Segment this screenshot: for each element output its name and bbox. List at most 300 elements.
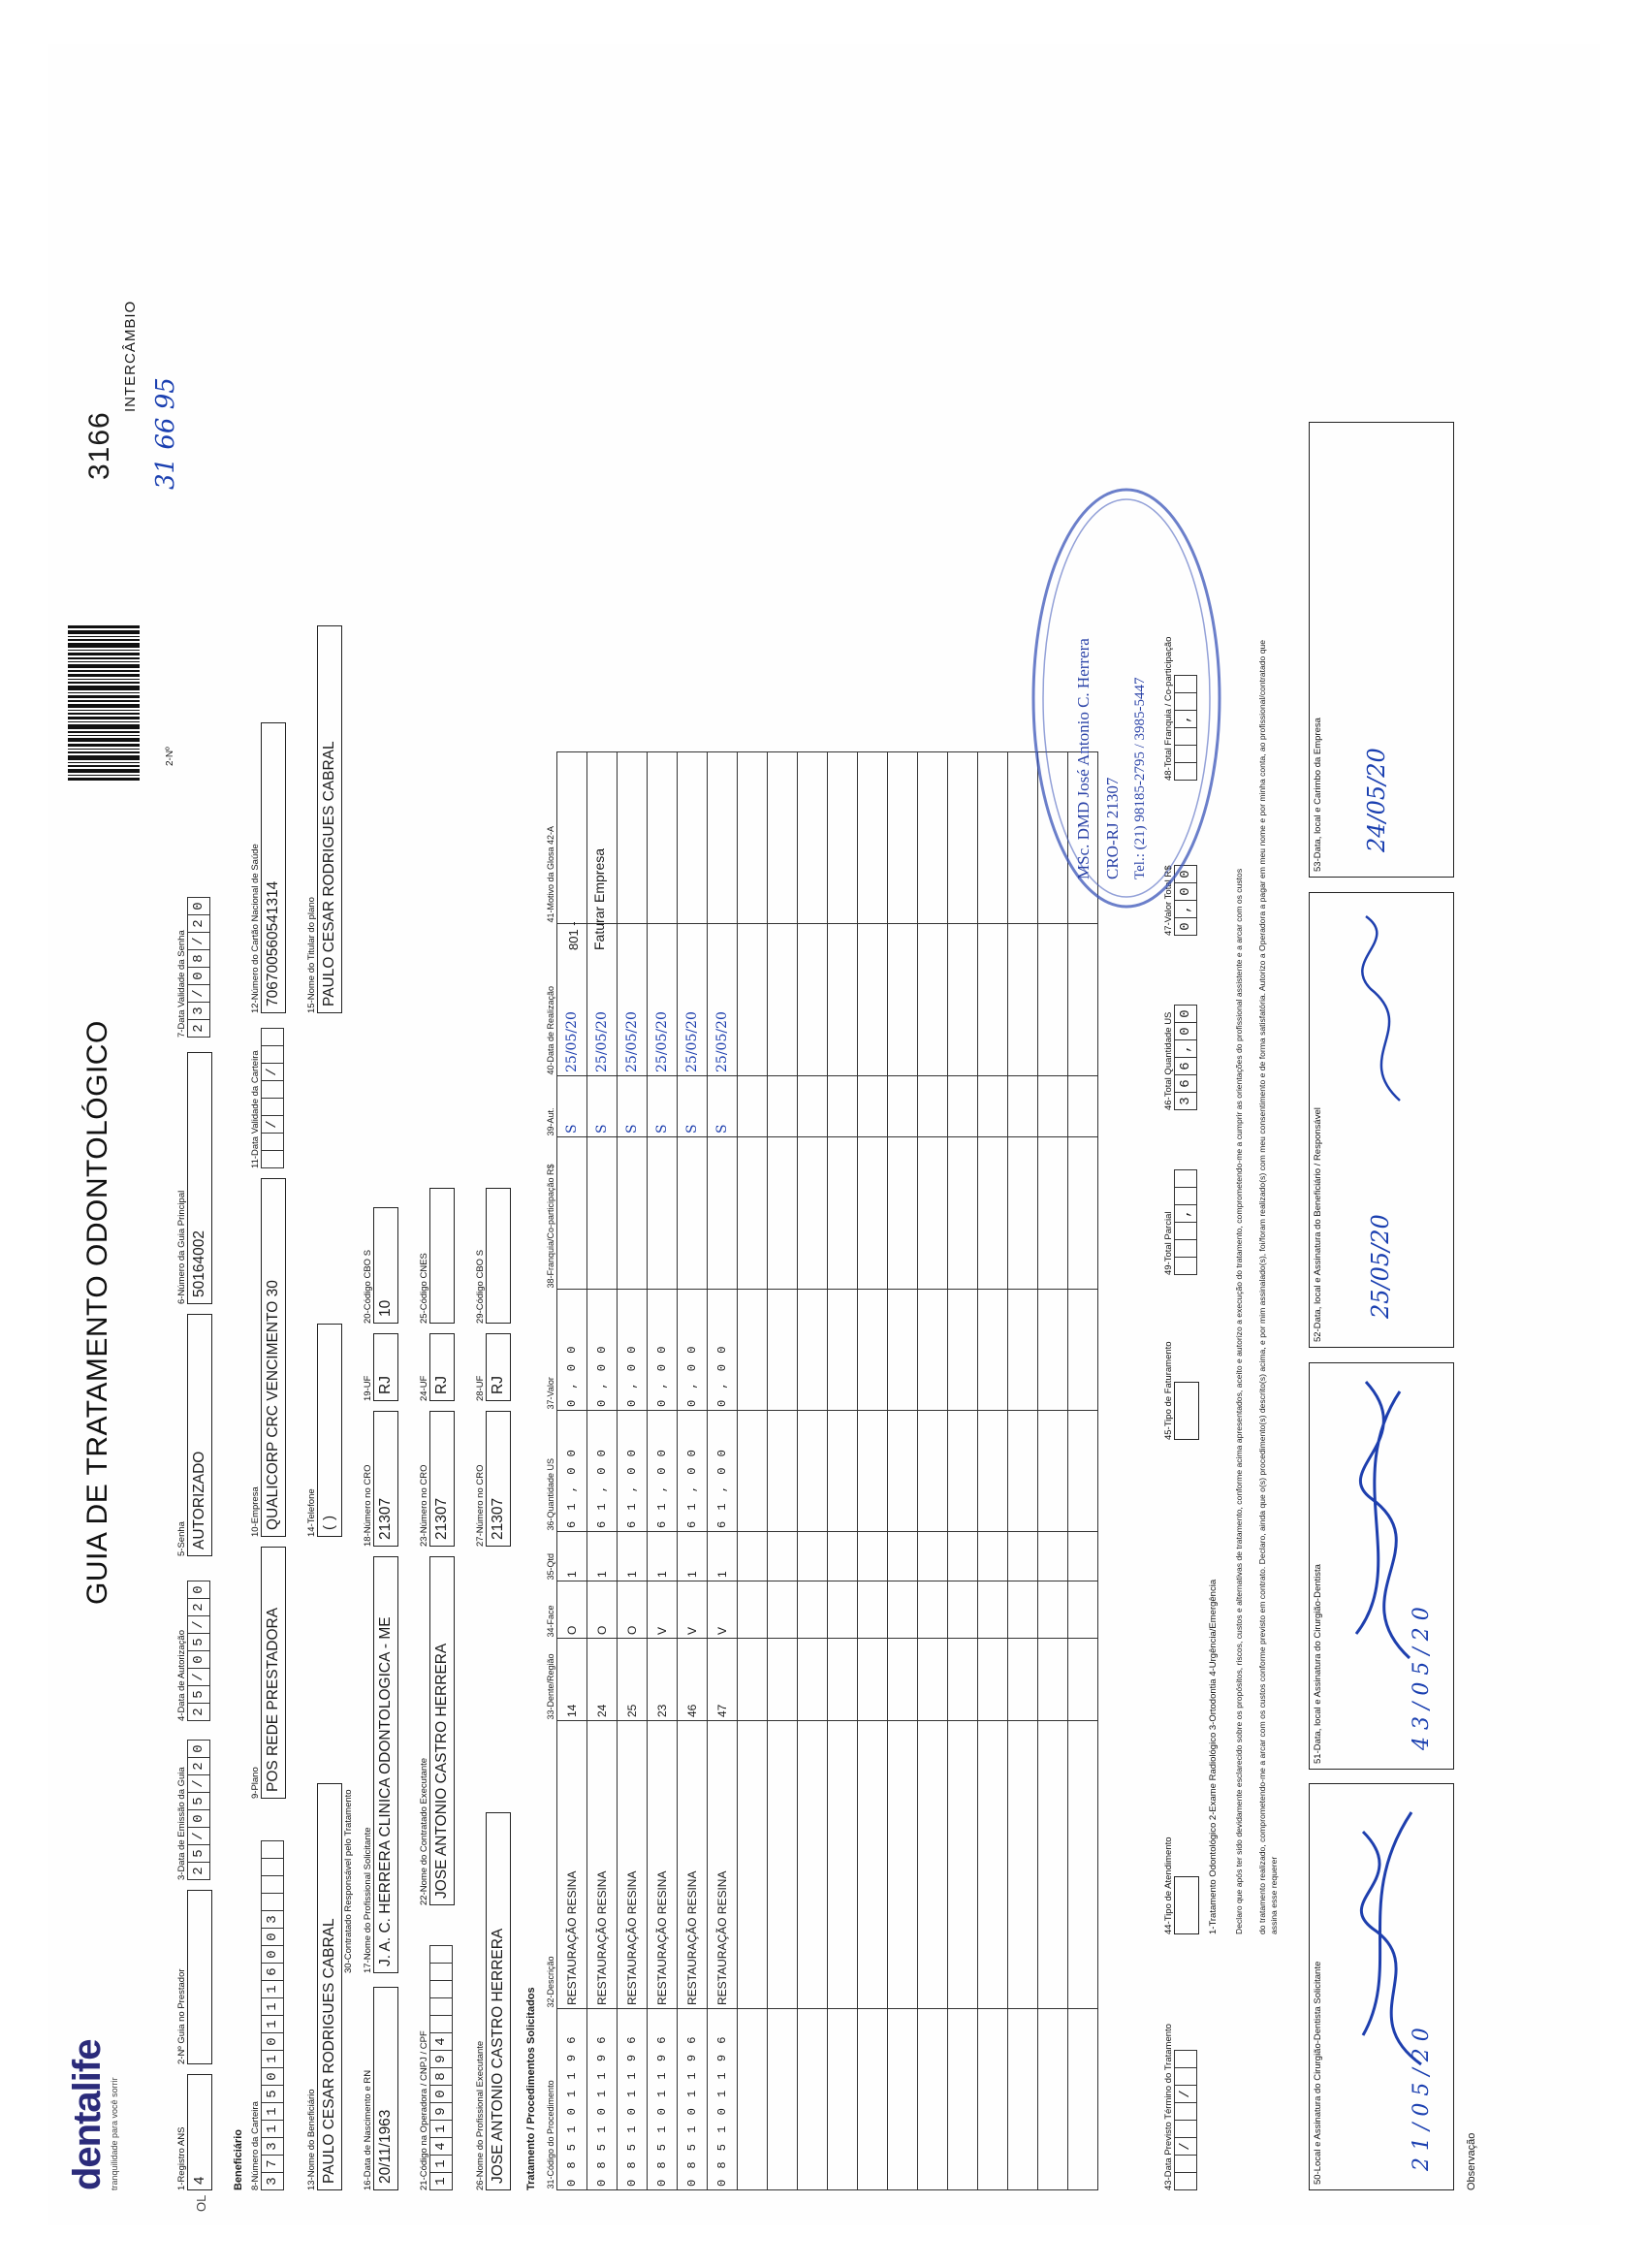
cell-face[interactable]: O	[587, 1581, 618, 1638]
cell-qtd[interactable]	[828, 1531, 858, 1581]
field-7-cells[interactable]: 2 3 / 0 8 / 2 0	[187, 897, 210, 1038]
cell-descricao[interactable]	[948, 1720, 978, 2008]
barcode	[68, 623, 140, 781]
cell-face[interactable]	[978, 1581, 1008, 1638]
cell-descricao[interactable]: RESTAURAÇÃO RESINA	[618, 1720, 648, 2008]
procedure-table-header	[545, 751, 557, 2189]
cell-aut[interactable]	[858, 1075, 888, 1136]
cell-valor[interactable]	[918, 1289, 948, 1410]
field-1-ans: 1-Registro ANS 4	[176, 2074, 212, 2190]
cell-descricao[interactable]	[1068, 1720, 1098, 2008]
cell-glosa[interactable]	[648, 751, 678, 923]
cell-dente[interactable]	[918, 1638, 948, 1720]
field-9-value[interactable]: POS REDE PRESTADORA	[265, 1607, 281, 1792]
field-47-cells[interactable]: 0 , 0 0	[1174, 865, 1197, 936]
cell-face[interactable]	[828, 1581, 858, 1638]
cell-face[interactable]: V	[648, 1581, 678, 1638]
cell-glosa[interactable]	[978, 751, 1008, 923]
field-43-termino: 43-Data Previsto Término do Tratamento / /	[1163, 1977, 1197, 2190]
field-19-value[interactable]: RJ	[377, 1375, 394, 1394]
cell-data[interactable]: 25/05/20	[587, 923, 618, 1075]
cell-valor[interactable]	[738, 1289, 768, 1410]
cell-data[interactable]	[888, 923, 918, 1075]
cell-glosa[interactable]	[918, 751, 948, 923]
cell-glosa[interactable]	[948, 751, 978, 923]
field-27-value[interactable]: 21307	[490, 1497, 506, 1540]
field-24-value[interactable]: RJ	[433, 1375, 450, 1394]
field-12-cns: 12-Número do Cartão Nacional de Saúde 706700560541314	[250, 722, 286, 1013]
cell-franquia[interactable]	[1068, 1136, 1098, 1289]
table-row[interactable]	[948, 751, 978, 2189]
table-row[interactable]	[768, 751, 798, 2189]
cell-glosa[interactable]	[828, 751, 858, 923]
cell-face[interactable]	[798, 1581, 828, 1638]
field-26-value[interactable]: JOSE ANTONIO CASTRO HERRERA	[490, 1928, 506, 2184]
cell-aut[interactable]	[1068, 1075, 1098, 1136]
cell-qtd[interactable]	[918, 1531, 948, 1581]
cell-valor[interactable]	[768, 1289, 798, 1410]
field-27-cro: 27-Número no CRO 21307	[475, 1411, 511, 1547]
cell-descricao[interactable]: RESTAURAÇÃO RESINA	[648, 1720, 678, 2008]
field-3-cells[interactable]: 2 5 / 0 5 / 2 0	[187, 1740, 210, 1880]
cell-data[interactable]	[1068, 923, 1098, 1075]
stamp-line-1: MSc. DMD José Antonio C. Herrera	[1074, 637, 1093, 879]
cell-data[interactable]	[1038, 923, 1068, 1075]
cell-us[interactable]	[858, 1410, 888, 1531]
cell-face[interactable]: O	[618, 1581, 648, 1638]
cell-franquia[interactable]	[557, 1136, 587, 1289]
cell-descricao[interactable]: RESTAURAÇÃO RESINA	[587, 1720, 618, 2008]
cell-us[interactable]	[888, 1410, 918, 1531]
cell-descricao[interactable]	[888, 1720, 918, 2008]
cell-dente[interactable]	[858, 1638, 888, 1720]
cell-us[interactable]: 6 1 , 0 0	[648, 1410, 678, 1531]
cell-aut[interactable]	[978, 1075, 1008, 1136]
cell-aut[interactable]	[888, 1075, 918, 1136]
cell-data[interactable]	[858, 923, 888, 1075]
stamp-line-3: Tel.: (21) 98185-2795 / 3985-5447	[1132, 676, 1148, 879]
field-8-cells[interactable]: 3 7 3 1 1 5 0 1 0 1 1 1 6 0 0 3	[261, 1840, 284, 2190]
cell-valor[interactable]: 0 , 0 0	[557, 1289, 587, 1410]
cell-qtd[interactable]	[1038, 1531, 1068, 1581]
cell-valor[interactable]: 0 , 0 0	[708, 1289, 738, 1410]
cell-glosa[interactable]	[768, 751, 798, 923]
table-row[interactable]	[1038, 751, 1068, 2189]
cell-franquia[interactable]	[648, 1136, 678, 1289]
form-sheet	[48, 44, 1600, 2225]
field-48-cells[interactable]: ,	[1174, 636, 1197, 780]
cell-data[interactable]	[948, 923, 978, 1075]
field-4-autorizacao: 4-Data de Autorização 2 5 / 0 5 / 2 0	[176, 1581, 210, 1721]
procedure-table-body	[557, 751, 1098, 2189]
signature-box-52[interactable]: 52-Data, local e Assinatura do Beneficiário / Responsável 25/05/20	[1309, 892, 1454, 1348]
barcode-suffix: INTERCÂMBIO	[122, 300, 139, 412]
plan-note: 801 -	[566, 920, 581, 950]
rubber-stamp	[1018, 470, 1241, 926]
cell-dente[interactable]	[828, 1638, 858, 1720]
handwritten-date-51: 4 3 / 0 5 / 2 0	[1410, 1606, 1434, 1750]
field-15-value[interactable]: PAULO CESAR RODRIGUES CABRAL	[321, 740, 337, 1006]
brand-tagline: tranquilidade para você sorrir	[110, 2076, 119, 2190]
cell-qtd[interactable]: 1	[587, 1531, 618, 1581]
cell-qtd[interactable]	[858, 1531, 888, 1581]
col-aut: 39-Aut.	[546, 1106, 555, 1135]
cell-valor[interactable]	[1008, 1289, 1038, 1410]
cell-face[interactable]: O	[557, 1581, 587, 1638]
table-row[interactable]	[708, 751, 738, 2189]
table-row[interactable]	[738, 751, 768, 2189]
cell-codigo[interactable]: 0 8 5 1 0 1 1 9 6	[708, 2008, 738, 2189]
col-qtd: 35-Qtd	[546, 1552, 555, 1580]
cell-qtd[interactable]	[1068, 1531, 1098, 1581]
table-row[interactable]	[1008, 751, 1038, 2189]
field-45-tipo-faturamento: 45-Tipo de Faturamento	[1163, 1275, 1199, 1440]
field-11-cells[interactable]: / /	[261, 1028, 284, 1168]
cell-qtd[interactable]: 1	[648, 1531, 678, 1581]
barcode-bars	[68, 623, 140, 781]
cell-aut[interactable]: S	[678, 1075, 708, 1136]
table-row[interactable]	[678, 751, 708, 2189]
field-18-value[interactable]: 21307	[377, 1497, 394, 1540]
cell-face[interactable]	[1068, 1581, 1098, 1638]
cell-descricao[interactable]: RESTAURAÇÃO RESINA	[708, 1720, 738, 2008]
field-14-telefone: 14-Telefone ( )	[306, 1324, 342, 1537]
field-10-empresa: 10-Empresa QUALICORP CRC VENCIMENTO 30	[250, 1178, 286, 1537]
cell-dente[interactable]: 24	[587, 1638, 618, 1720]
cell-aut[interactable]	[1008, 1075, 1038, 1136]
col-dente: 33-Dente/Região	[546, 1652, 555, 1719]
cell-valor[interactable]	[888, 1289, 918, 1410]
cell-qtd[interactable]: 1	[618, 1531, 648, 1581]
cell-franquia[interactable]	[978, 1136, 1008, 1289]
cell-dente[interactable]: 47	[708, 1638, 738, 1720]
cell-us[interactable]: 6 1 , 0 0	[708, 1410, 738, 1531]
col-data: 40-Data de Realização	[546, 985, 555, 1074]
cell-face[interactable]	[888, 1581, 918, 1638]
cell-codigo[interactable]: 0 8 5 1 0 1 1 9 6	[587, 2008, 618, 2189]
cell-valor[interactable]: 0 , 0 0	[587, 1289, 618, 1410]
cell-glosa[interactable]	[888, 751, 918, 923]
cell-codigo[interactable]	[1008, 2008, 1038, 2189]
cell-data[interactable]: 25/05/20	[678, 923, 708, 1075]
field-11-validade-carteira: 11-Data Validade da Carteira / /	[250, 1028, 284, 1168]
cell-franquia[interactable]	[918, 1136, 948, 1289]
cell-descricao[interactable]	[1008, 1720, 1038, 2008]
cell-descricao[interactable]	[738, 1720, 768, 2008]
cell-dente[interactable]	[978, 1638, 1008, 1720]
cell-codigo[interactable]	[858, 2008, 888, 2189]
cell-franquia[interactable]	[1008, 1136, 1038, 1289]
field-17-value[interactable]: J. A. C. HERRERA CLINICA ODONTOLOGICA - ME	[377, 1615, 394, 1966]
cell-dente[interactable]: 14	[557, 1638, 587, 1720]
field-46-cells[interactable]: 3 6 6 , 0 0	[1174, 1005, 1197, 1110]
page-title: GUIA DE TRATAMENTO ODONTOLÓGICO	[81, 1019, 113, 1605]
cell-us[interactable]: 6 1 , 0 0	[618, 1410, 648, 1531]
cell-data[interactable]	[1008, 923, 1038, 1075]
cell-face[interactable]: V	[678, 1581, 708, 1638]
field-16-value[interactable]: 20/11/1963	[377, 2109, 394, 2184]
cell-glosa[interactable]	[858, 751, 888, 923]
cell-dente[interactable]	[768, 1638, 798, 1720]
field-25-cnes: 25-Código CNES	[419, 1188, 455, 1324]
cell-aut[interactable]: S	[618, 1075, 648, 1136]
field-5-senha: 5-Senha AUTORIZADO	[176, 1314, 212, 1556]
cell-dente[interactable]	[1038, 1638, 1068, 1720]
cell-aut[interactable]	[828, 1075, 858, 1136]
field-28-value[interactable]: RJ	[490, 1375, 506, 1394]
cell-franquia[interactable]	[888, 1136, 918, 1289]
cell-dente[interactable]	[738, 1638, 768, 1720]
table-row[interactable]	[828, 751, 858, 2189]
cell-dente[interactable]	[1008, 1638, 1038, 1720]
cell-us[interactable]	[948, 1410, 978, 1531]
field-24-uf: 24-UF RJ	[419, 1333, 455, 1401]
cell-glosa[interactable]	[738, 751, 768, 923]
cell-glosa[interactable]	[557, 751, 587, 923]
cell-descricao[interactable]	[828, 1720, 858, 2008]
cell-descricao[interactable]: RESTAURAÇÃO RESINA	[557, 1720, 587, 2008]
cell-aut[interactable]	[768, 1075, 798, 1136]
handwritten-guide-number: 31 66 95	[151, 376, 180, 490]
label-30-contratado-responsavel: 30-Contratado Responsável pelo Tratamento	[343, 1788, 354, 1973]
cell-dente[interactable]: 25	[618, 1638, 648, 1720]
cell-us[interactable]	[798, 1410, 828, 1531]
field-49-cells[interactable]: ,	[1174, 1169, 1197, 1275]
cell-franquia[interactable]	[828, 1136, 858, 1289]
cell-dente[interactable]	[888, 1638, 918, 1720]
cell-face[interactable]	[1008, 1581, 1038, 1638]
cell-descricao[interactable]	[1038, 1720, 1068, 2008]
cell-descricao[interactable]	[768, 1720, 798, 2008]
col-valor: 37-Valor	[546, 1376, 555, 1409]
field-20-value[interactable]: 10	[377, 1299, 394, 1317]
cell-data[interactable]: 25/05/20	[618, 923, 648, 1075]
cell-face[interactable]: V	[708, 1581, 738, 1638]
table-row[interactable]	[648, 751, 678, 2189]
cell-qtd[interactable]	[1008, 1531, 1038, 1581]
field-9-plano: 9-Plano POS REDE PRESTADORA	[250, 1547, 286, 1799]
cell-dente[interactable]	[1068, 1638, 1098, 1720]
field-12-value[interactable]: 706700560541314	[265, 880, 281, 1006]
procedure-table-wrap	[545, 751, 1098, 2190]
cell-codigo[interactable]: 0 8 5 1 0 1 1 9 6	[557, 2008, 587, 2189]
table-row[interactable]	[858, 751, 888, 2189]
field-3-emissao: 3-Data de Emissão da Guia 2 5 / 0 5 / 2 0	[176, 1740, 210, 1880]
cell-aut[interactable]: S	[648, 1075, 678, 1136]
field-21-cells[interactable]: 1 1 4 1 9 0 8 9 4	[429, 1945, 453, 2190]
cell-qtd[interactable]: 1	[708, 1531, 738, 1581]
field-28-uf: 28-UF RJ	[475, 1333, 511, 1401]
cell-codigo[interactable]: 0 8 5 1 0 1 1 9 6	[618, 2008, 648, 2189]
cell-us[interactable]	[1038, 1410, 1068, 1531]
field-23-value[interactable]: 21307	[433, 1497, 450, 1540]
table-row[interactable]	[1068, 751, 1098, 2189]
cell-qtd[interactable]	[978, 1531, 1008, 1581]
cell-data[interactable]	[768, 923, 798, 1075]
cell-data[interactable]	[798, 923, 828, 1075]
cell-us[interactable]	[918, 1410, 948, 1531]
signature-box-53[interactable]: 53-Data, local e Carimbo da Empresa 24/05/20	[1309, 422, 1454, 878]
cell-descricao[interactable]	[798, 1720, 828, 2008]
cell-descricao[interactable]	[978, 1720, 1008, 2008]
cell-us[interactable]	[828, 1410, 858, 1531]
cell-franquia[interactable]	[1038, 1136, 1068, 1289]
cell-codigo[interactable]	[768, 2008, 798, 2189]
cell-codigo[interactable]: 0 8 5 1 0 1 1 9 6	[648, 2008, 678, 2189]
cell-franquia[interactable]	[738, 1136, 768, 1289]
cell-franquia[interactable]	[587, 1136, 618, 1289]
field-19-uf: 19-UF RJ	[363, 1333, 398, 1401]
cell-data[interactable]: 25/05/20	[708, 923, 738, 1075]
cell-franquia[interactable]	[618, 1136, 648, 1289]
field-43-cells[interactable]: / /	[1174, 1977, 1197, 2190]
field-5-value[interactable]: AUTORIZADO	[191, 1451, 207, 1549]
field-22-value[interactable]: JOSE ANTONIO CASTRO HERRERA	[433, 1643, 450, 1899]
cell-us[interactable]	[1008, 1410, 1038, 1531]
field-6-value[interactable]: 50164002	[191, 1230, 207, 1297]
cell-data[interactable]	[828, 923, 858, 1075]
cell-codigo[interactable]	[1068, 2008, 1098, 2189]
signature-box-50[interactable]: 50-Local e Assinatura do Cirurgião-Dentista Solicitante 2 1 / 0 5 / 2 0	[1309, 1783, 1454, 2190]
cell-qtd[interactable]: 1	[557, 1531, 587, 1581]
table-row[interactable]	[918, 751, 948, 2189]
table-row[interactable]	[888, 751, 918, 2189]
cell-valor[interactable]: 0 , 0 0	[648, 1289, 678, 1410]
cell-us[interactable]	[1068, 1410, 1098, 1531]
cell-descricao[interactable]: RESTAURAÇÃO RESINA	[678, 1720, 708, 2008]
cell-face[interactable]	[918, 1581, 948, 1638]
cell-us[interactable]	[768, 1410, 798, 1531]
col-face: 34-Face	[546, 1604, 555, 1637]
cell-codigo[interactable]	[948, 2008, 978, 2189]
cell-valor[interactable]: 0 , 0 0	[618, 1289, 648, 1410]
cell-valor[interactable]	[1068, 1289, 1098, 1410]
cell-codigo[interactable]	[978, 2008, 1008, 2189]
cell-aut[interactable]	[948, 1075, 978, 1136]
col-codigo: 31-Código do Procedimento	[546, 2079, 555, 2188]
table-row[interactable]	[587, 751, 618, 2189]
cell-qtd[interactable]	[768, 1531, 798, 1581]
cell-franquia[interactable]	[858, 1136, 888, 1289]
cell-aut[interactable]	[1038, 1075, 1068, 1136]
cell-aut[interactable]	[738, 1075, 768, 1136]
cell-qtd[interactable]: 1	[678, 1531, 708, 1581]
cell-face[interactable]	[1038, 1581, 1068, 1638]
cell-us[interactable]: 6 1 , 0 0	[557, 1410, 587, 1531]
field-15-titular: 15-Nome do Titular do plano PAULO CESAR RODRIGUES CABRAL	[306, 625, 342, 1013]
field-14-value[interactable]: ( )	[321, 1514, 337, 1530]
field-18-cro: 18-Número no CRO 21307	[363, 1411, 398, 1547]
cell-face[interactable]	[768, 1581, 798, 1638]
cell-valor[interactable]	[858, 1289, 888, 1410]
cell-aut[interactable]: S	[557, 1075, 587, 1136]
cell-data[interactable]: 25/05/20	[557, 923, 587, 1075]
cell-us[interactable]	[738, 1410, 768, 1531]
field-13-value[interactable]: PAULO CESAR RODRIGUES CABRAL	[321, 1917, 337, 2184]
brand-logo	[66, 2039, 119, 2189]
cell-codigo[interactable]	[738, 2008, 768, 2189]
col-franquia: 38-Franquia/Co-participação R$	[546, 1163, 555, 1288]
cell-us[interactable]: 6 1 , 0 0	[587, 1410, 618, 1531]
cell-qtd[interactable]	[888, 1531, 918, 1581]
cell-codigo[interactable]	[828, 2008, 858, 2189]
cell-franquia[interactable]	[708, 1136, 738, 1289]
handwritten-date-52: 25/05/20	[1367, 1213, 1394, 1319]
cell-aut[interactable]	[918, 1075, 948, 1136]
cell-aut[interactable]: S	[587, 1075, 618, 1136]
table-row[interactable]	[798, 751, 828, 2189]
cell-franquia[interactable]	[798, 1136, 828, 1289]
field-13-nome-beneficiario: 13-Nome do Beneficiário PAULO CESAR RODRIGUES CABRAL	[306, 1783, 342, 2190]
brand-name: dentalife	[66, 2039, 109, 2190]
cell-data[interactable]	[738, 923, 768, 1075]
field-22-contratado-executante: 22-Nome do Contratado Executante JOSE ANTONIO CASTRO HERRERA	[419, 1556, 455, 1905]
cell-face[interactable]	[738, 1581, 768, 1638]
cell-valor[interactable]	[798, 1289, 828, 1410]
field-6-guia-principal: 6-Número da Guia Principal 50164002	[176, 1052, 212, 1304]
cell-codigo[interactable]	[798, 2008, 828, 2189]
cell-face[interactable]	[948, 1581, 978, 1638]
cell-valor[interactable]	[828, 1289, 858, 1410]
corner-mark: OL	[194, 2194, 208, 2212]
cell-dente[interactable]	[948, 1638, 978, 1720]
field-10-value[interactable]: QUALICORP CRC VENCIMENTO 30	[265, 1279, 281, 1530]
cell-glosa[interactable]	[618, 751, 648, 923]
cell-glosa[interactable]	[798, 751, 828, 923]
cell-data[interactable]	[918, 923, 948, 1075]
cell-codigo[interactable]	[888, 2008, 918, 2189]
cell-aut[interactable]	[798, 1075, 828, 1136]
cell-qtd[interactable]	[738, 1531, 768, 1581]
cell-codigo[interactable]	[1038, 2008, 1068, 2189]
page-marker: 2-Nº	[165, 746, 175, 766]
cell-valor[interactable]: 0 , 0 0	[678, 1289, 708, 1410]
cell-us[interactable]	[978, 1410, 1008, 1531]
cell-franquia[interactable]	[768, 1136, 798, 1289]
table-row[interactable]	[618, 751, 648, 2189]
tipo-atendimento-legend: 1-Tratamento Odontológico 2-Exame Radiológico 3-Ortodontia 4-Urgência/Emergência	[1208, 1579, 1219, 1934]
cell-us[interactable]: 6 1 , 0 0	[678, 1410, 708, 1531]
cell-franquia[interactable]	[948, 1136, 978, 1289]
cell-glosa[interactable]	[708, 751, 738, 923]
cell-glosa[interactable]	[678, 751, 708, 923]
cell-descricao[interactable]	[918, 1720, 948, 2008]
cell-valor[interactable]	[948, 1289, 978, 1410]
signature-box-51[interactable]: 51-Data, local e Assinatura do Cirurgião-Dentista 4 3 / 0 5 / 2 0	[1309, 1362, 1454, 1770]
cell-data[interactable]: 25/05/20	[648, 923, 678, 1075]
cell-valor[interactable]	[1038, 1289, 1068, 1410]
cell-data[interactable]	[978, 923, 1008, 1075]
field-1-value[interactable]: 4	[191, 2175, 207, 2185]
field-4-cells[interactable]: 2 5 / 0 5 / 2 0	[187, 1581, 210, 1721]
field-26-profissional-executante: 26-Nome do Profissional Executante JOSE ANTONIO CASTRO HERRERA	[475, 1812, 511, 2190]
cell-face[interactable]	[858, 1581, 888, 1638]
cell-dente[interactable]: 23	[648, 1638, 678, 1720]
cell-codigo[interactable]	[918, 2008, 948, 2189]
cell-franquia[interactable]	[678, 1136, 708, 1289]
cell-dente[interactable]: 46	[678, 1638, 708, 1720]
cell-aut[interactable]: S	[708, 1075, 738, 1136]
cell-qtd[interactable]	[798, 1531, 828, 1581]
cell-dente[interactable]	[798, 1638, 828, 1720]
cell-descricao[interactable]	[858, 1720, 888, 2008]
table-row[interactable]	[978, 751, 1008, 2189]
cell-valor[interactable]	[978, 1289, 1008, 1410]
observacao-label: Observação	[1466, 2132, 1477, 2190]
cell-qtd[interactable]	[948, 1531, 978, 1581]
table-row[interactable]	[557, 751, 587, 2189]
cell-codigo[interactable]: 0 8 5 1 0 1 1 9 6	[678, 2008, 708, 2189]
